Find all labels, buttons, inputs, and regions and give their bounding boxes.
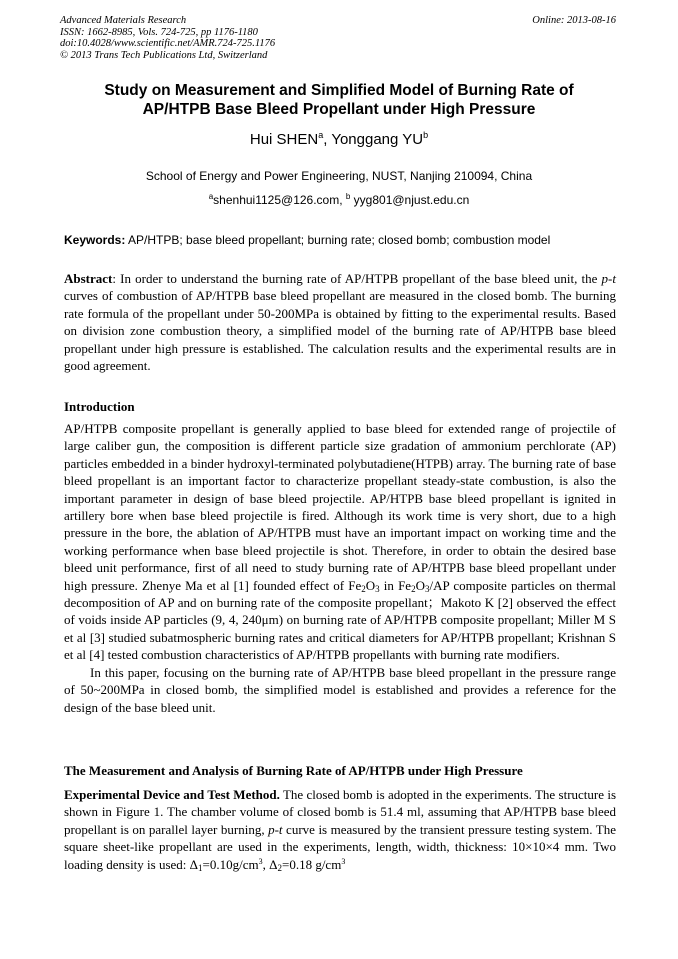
chem-sub: 3 — [375, 583, 380, 594]
delta-1-value: =0.10g/cm — [202, 856, 259, 872]
experimental-lead: Experimental Device and Test Method. — [64, 787, 280, 802]
chem-o: O — [365, 577, 376, 593]
email-b[interactable]: yyg801@njust.edu.cn — [350, 193, 470, 207]
issn-line: ISSN: 1662-8985, Vols. 724-725, pp 1176-1180 — [60, 26, 258, 38]
online-date: Online: 2013-08-16 — [532, 15, 616, 26]
doi-line[interactable]: doi:10.4028/www.scientific.net/AMR.724-725.1176 — [60, 38, 276, 49]
unit-cube: 3 — [258, 856, 263, 866]
chem-sub: 3 — [424, 583, 430, 594]
chem-o: O — [415, 577, 425, 593]
introduction-body — [64, 420, 616, 716]
abstract-text-2: curves of combustion of AP/HTPB base bleed propellant are measured in the closed bomb. The burning rate formula of the propellant under 50-200MPa is obtained by fitting to the experimental results. Based on division zone combustion theory, a simplified model of the burning rate of AP/HTPB base bleed propellant under high pressure is established. The calculation results and the experimental results are in good agreement. — [64, 288, 616, 374]
measurement-section-heading: The Measurement and Analysis of Burning Rate of AP/HTPB under High Pressure — [64, 763, 523, 778]
author-emails — [60, 193, 618, 208]
chem-sub: 2 — [361, 583, 366, 594]
paper-title — [60, 81, 618, 119]
abstract-label: Abstract — [64, 271, 113, 286]
email-a[interactable]: shenhui1125@126.com, — [213, 193, 346, 207]
intro-paragraph-2: In this paper, focusing on the burning rate of AP/HTPB base bleed propellant in the pressure range of 50~200MPa in closed bomb, the simplified model is established and provides a reference for the design of the base bleed unit. — [64, 664, 616, 715]
exp-text-2: curve is measured by the transient pressure testing system. The square sheet-like propellant are used in the experiments, length, width, thickness: 10×10×4 mm. Two loading density is used: Δ — [64, 821, 616, 872]
email-a-mark: a — [208, 192, 214, 201]
introduction-heading: Introduction — [64, 399, 135, 414]
author-2-affil-mark: b — [423, 130, 429, 140]
abstract-pt: p-t — [601, 271, 616, 286]
abstract-text-1: : In order to understand the burning rate of AP/HTPB propellant of the base bleed unit, the — [112, 271, 602, 286]
intro-p1-b: in Fe — [379, 577, 412, 593]
delta-sep: , Δ — [262, 856, 278, 872]
author-separator: , — [323, 131, 332, 148]
abstract — [64, 270, 616, 374]
intro-paragraph-1 — [64, 420, 616, 664]
keywords-text: AP/HTPB; base bleed propellant; burning rate; closed bomb; combustion model — [125, 233, 551, 247]
email-b-mark: b — [345, 192, 351, 201]
intro-p1-a: AP/HTPB composite propellant is generally applied to base bleed for extended range of projectile of large caliber gun, the composition is different particle size gradation of ammonium perchlorate (AP) particles embedded in a binder hydroxyl-terminated polybutadiene(HTPB) array. The burning rate of base bleed propellant is an important factor to characterize propellant steady-state combustion, is also the important parameter in design of base bleed projectile. AP/HTPB base bleed propellant is ignited in artillery bore when base bleed projectile is fired. Although its work time is very short, due to a high pressure in the bore, the ablation of AP/HTPB must have an important impact on working time and the working performance when base bleed projectile is shot. Therefore, in order to obtain the desired base bleed unit performance, first of all need to study burning rate of AP/HTPB base bleed propellant under high pressure. Zhenye Ma et al [1] founded effect of Fe — [64, 421, 616, 593]
author-2: Yonggang YU — [331, 131, 424, 148]
experimental-paragraph — [64, 786, 616, 873]
delta-2-sub: 2 — [277, 862, 282, 873]
keywords — [64, 233, 616, 248]
exp-pt: p-t — [268, 821, 283, 837]
delta-2-value: =0.18 g/cm — [281, 856, 342, 872]
author-1-affil-mark: a — [318, 130, 324, 140]
intro-p1-c: /AP composite particles on thermal decomposition of AP and on burning rate of the composite propellant；Makoto K [2] observed the effect of voids inside AP particles (9, 4, 240μm) on burning rate of AP/HTPB composite propellant; Miller M S et al [3] studied subatmospheric burning rates and critical diameters for AP/HTPB propellant; Krishnan S et al [4] tested combustion characteristics of AP/HTPB propellants with burning rate modifiers. — [64, 577, 617, 663]
chem-sub: 2 — [411, 583, 416, 594]
journal-name: Advanced Materials Research — [60, 15, 187, 26]
title-line-2: AP/HTPB Base Bleed Propellant under High Pressure — [142, 101, 536, 118]
affiliation: School of Energy and Power Engineering, NUST, Nanjing 210094, China — [145, 169, 533, 183]
copyright-line: © 2013 Trans Tech Publications Ltd, Switzerland — [60, 49, 268, 61]
author-list — [60, 131, 618, 149]
author-1: Hui SHEN — [249, 131, 319, 148]
keywords-label: Keywords: — [64, 233, 126, 247]
exp-text-1: The closed bomb is adopted in the experiments. The structure is shown in Figure 1. The chamber volume of closed bomb is 51.4 ml, assuming that AP/HTPB base bleed propellant is on parallel layer burning, — [64, 787, 617, 837]
journal-header — [60, 15, 275, 61]
title-line-1: Study on Measurement and Simplified Model of Burning Rate of — [104, 82, 574, 99]
unit-cube: 3 — [341, 856, 346, 866]
delta-1-sub: 1 — [198, 862, 203, 873]
